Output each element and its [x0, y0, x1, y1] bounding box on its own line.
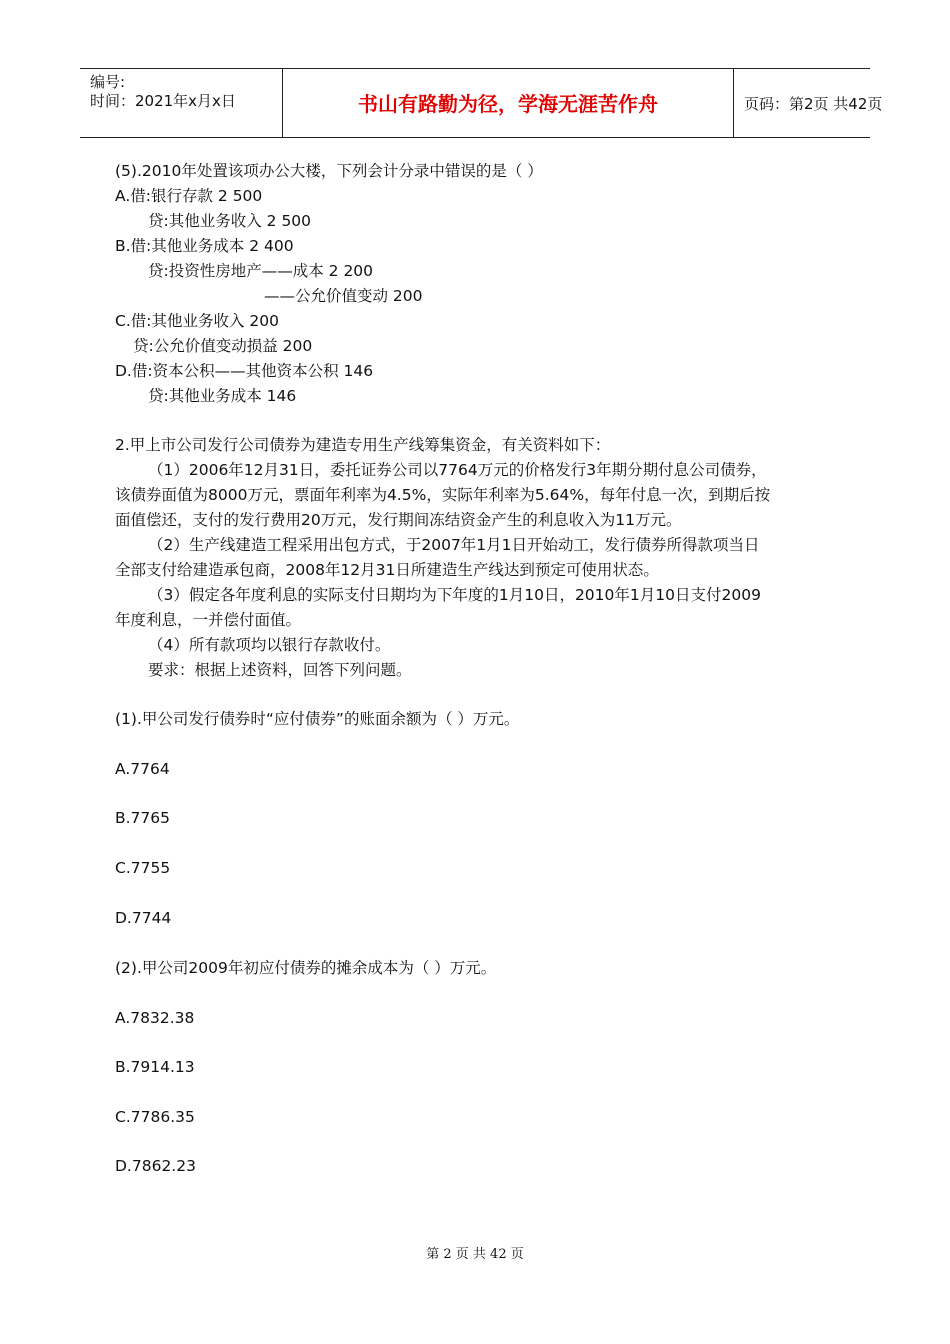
q5-option-d-line2: 贷:其他业务成本 146	[148, 387, 297, 405]
motto: 书山有路勤为径，学海无涯苦作舟	[358, 92, 658, 116]
q5-option-d-line1: D.借:资本公积——其他资本公积 146	[115, 362, 374, 380]
time-label: 时间：2021年x月x日	[90, 92, 236, 110]
case2-intro: 2.甲上市公司发行公司债券为建造专用生产线筹集资金，有关资料如下：	[115, 436, 611, 454]
q1-option-c: C.7755	[115, 859, 171, 877]
q2-option-b: B.7914.13	[115, 1058, 195, 1076]
number-label: 编号:	[90, 73, 126, 91]
q1-option-d: D.7744	[115, 909, 172, 927]
q5-option-c-line2: 贷:公允价值变动损益 200	[133, 337, 313, 355]
page-footer: 第 2 页 共 42 页	[426, 1247, 524, 1262]
q1-option-b: B.7765	[115, 809, 171, 827]
q5-stem: (5).2010年处置该项办公大楼，下列会计分录中错误的是（ ）	[115, 162, 543, 180]
case2-p1-line3: 面值偿还，支付的发行费用20万元，发行期间冻结资金产生的利息收入为11万元。	[115, 511, 682, 529]
q1-stem: (1).甲公司发行债券时“应付债券”的账面余额为（ ）万元。	[115, 710, 520, 728]
case2-p2-line2: 全部支付给建造承包商，2008年12月31日所建造生产线达到预定可使用状态。	[115, 561, 659, 579]
q2-stem: (2).甲公司2009年初应付债券的摊余成本为（ ）万元。	[115, 959, 497, 977]
q5-option-b-line1: B.借:其他业务成本 2 400	[115, 237, 294, 255]
q5-option-b-line2: 贷:投资性房地产——成本 2 200	[148, 262, 374, 280]
case2-p3-line1: （3）假定各年度利息的实际支付日期均为下年度的1月10日，2010年1月10日支付2009	[148, 586, 761, 604]
case2-p1-line1: （1）2006年12月31日，委托证券公司以7764万元的价格发行3年期分期付息公司债券，	[148, 461, 767, 479]
q5-option-b-line3: ——公允价值变动 200	[264, 287, 423, 305]
header-table	[80, 68, 883, 138]
case2-p4: （4）所有款项均以银行存款收付。	[148, 636, 391, 654]
header-motto-cell	[283, 69, 734, 137]
q2-option-a: A.7832.38	[115, 1009, 195, 1027]
q1-option-a: A.7764	[115, 760, 170, 778]
header-left-cell	[80, 69, 283, 137]
q5-option-a-line2: 贷:其他业务收入 2 500	[148, 212, 312, 230]
q5-option-c-line1: C.借:其他业务收入 200	[115, 312, 279, 330]
case2-p3-line2: 年度利息，一并偿付面值。	[115, 611, 302, 629]
page-label: 页码：第2页 共42页	[744, 95, 883, 113]
case2-p1-line2: 该债券面值为8000万元，票面年利率为4.5%，实际年利率为5.64%，每年付息一次，到期后按	[115, 486, 771, 504]
case2-p2-line1: （2）生产线建造工程采用出包方式，于2007年1月1日开始动工，发行债券所得款项当日	[148, 536, 760, 554]
q5-option-a-line1: A.借:银行存款 2 500	[115, 187, 263, 205]
q2-option-d: D.7862.23	[115, 1157, 196, 1175]
case2-requirement: 要求：根据上述资料，回答下列问题。	[148, 661, 412, 679]
q2-option-c: C.7786.35	[115, 1108, 195, 1126]
header-right-cell	[734, 69, 883, 137]
